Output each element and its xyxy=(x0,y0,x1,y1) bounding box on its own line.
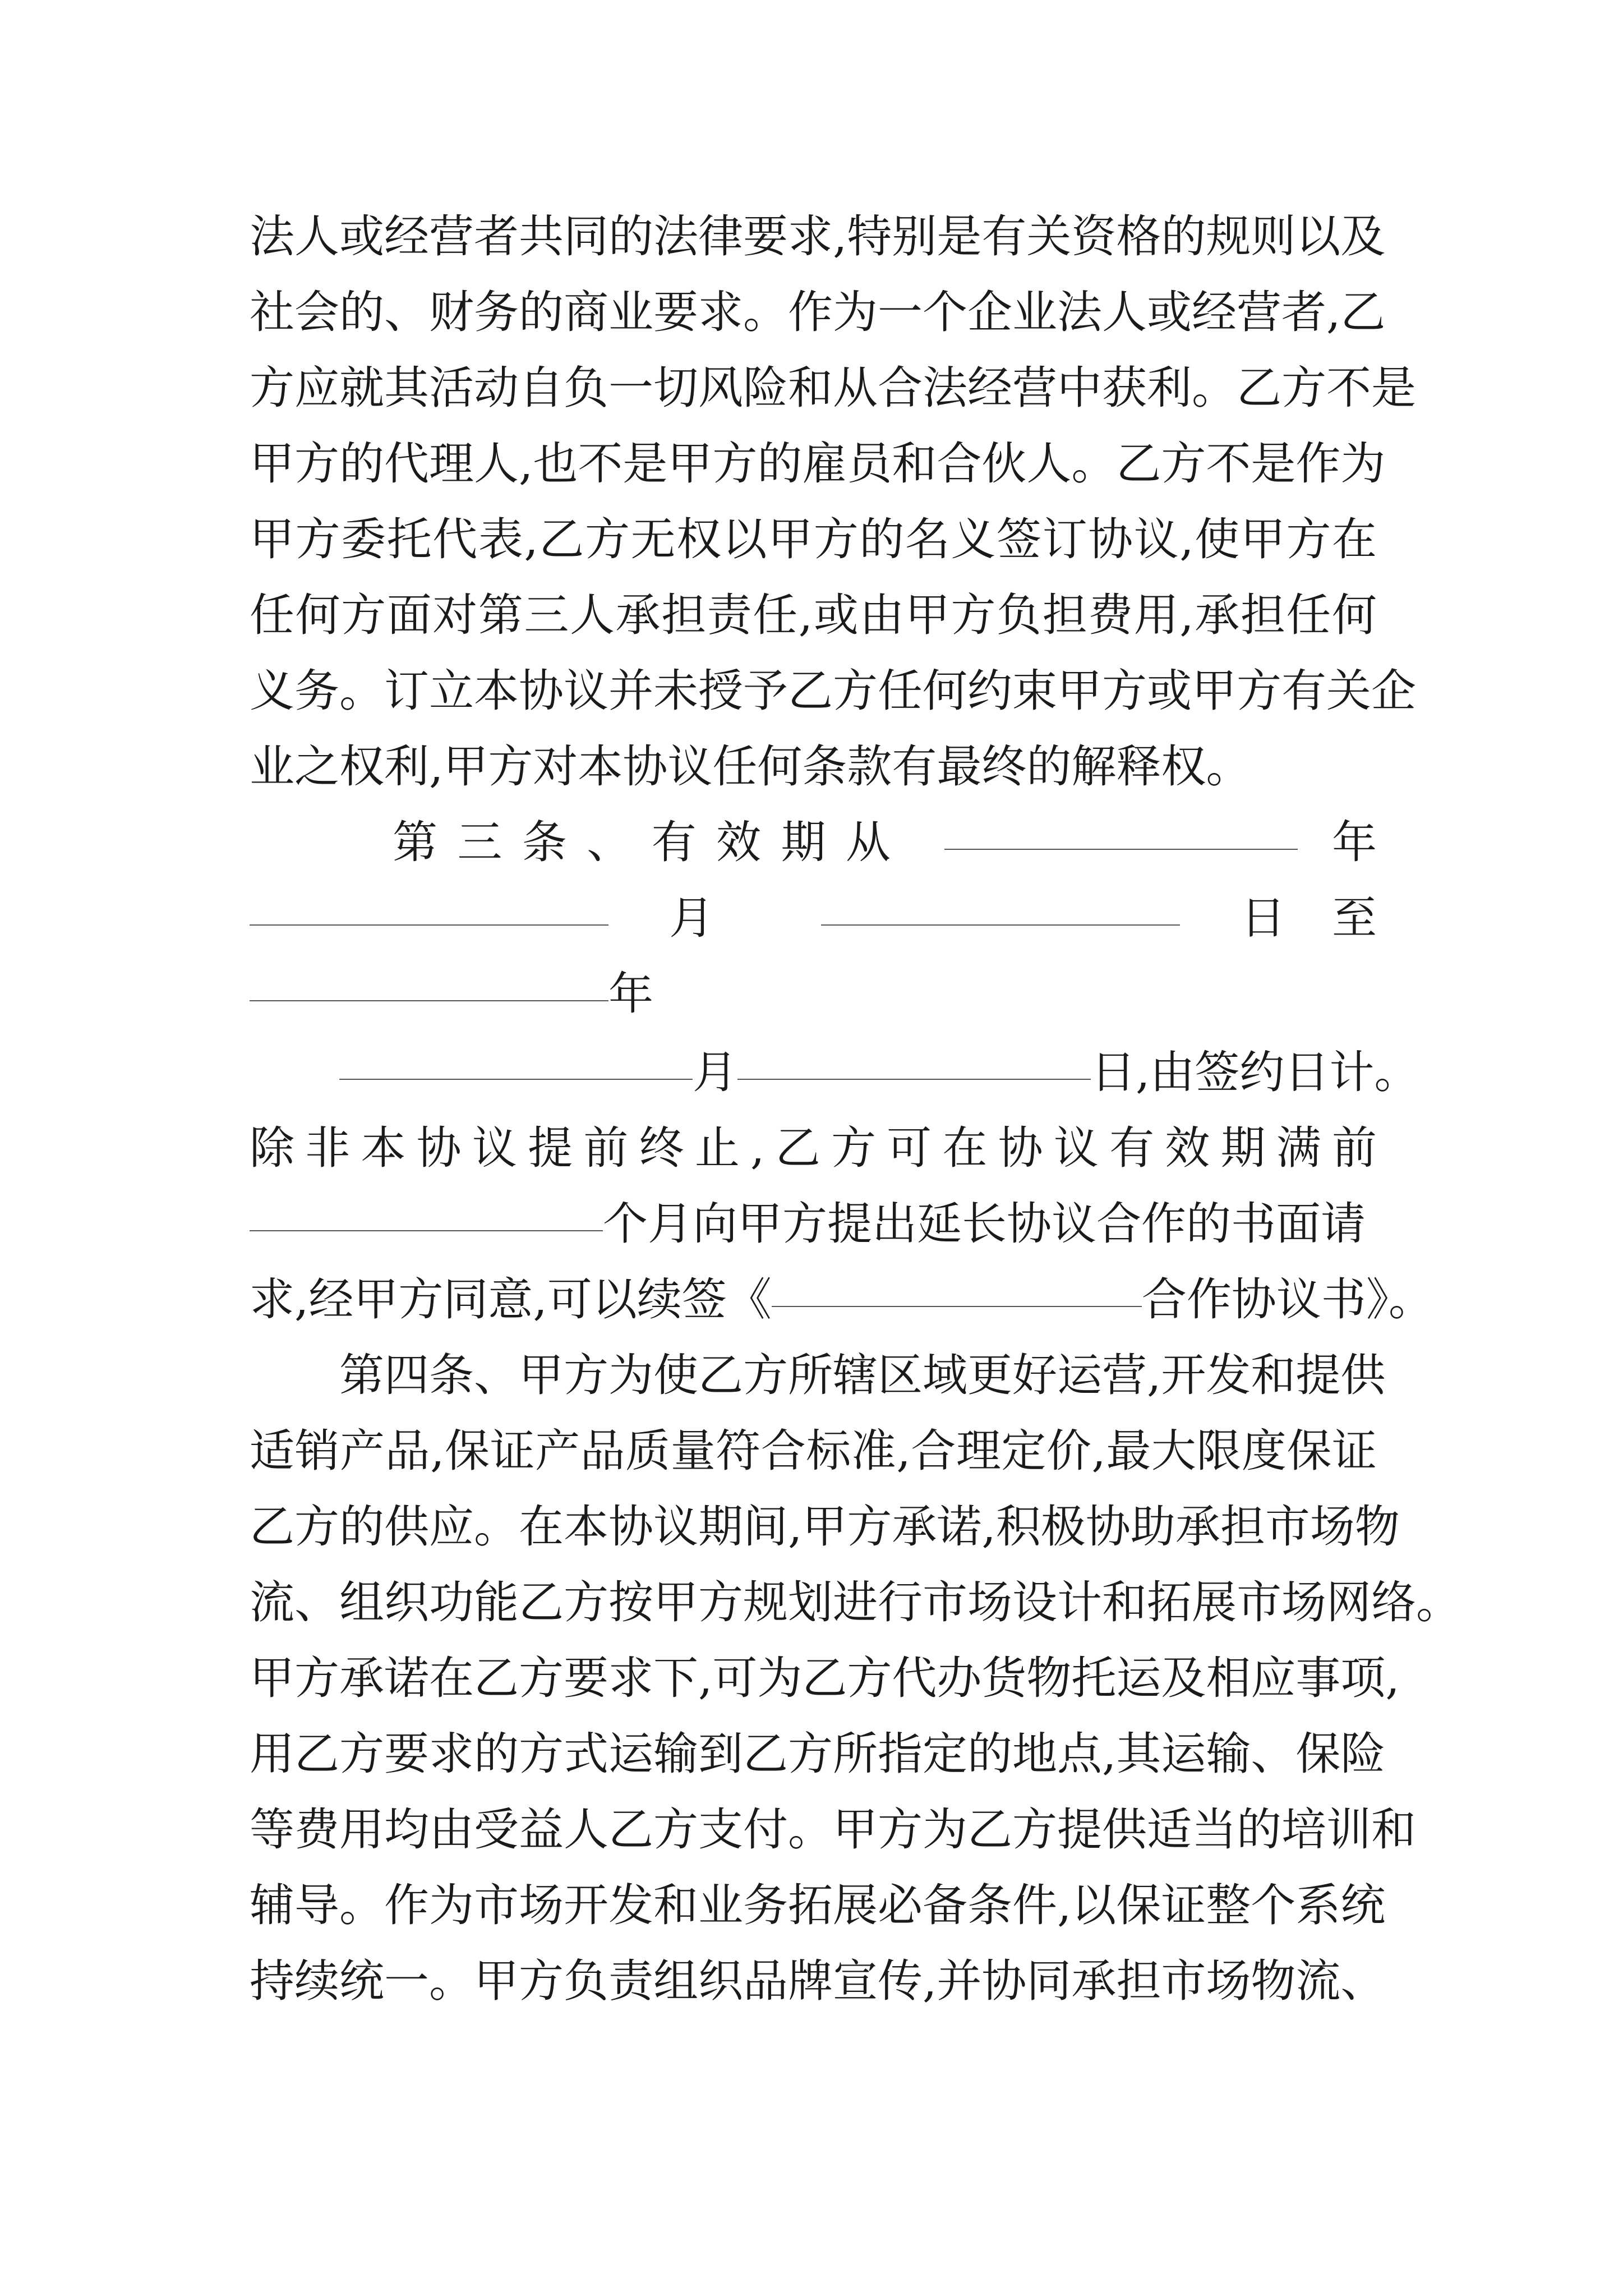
text-line: 甲方的代理人,也不是甲方的雇员和合伙人。乙方不是作为 xyxy=(250,438,1386,490)
text-line: 甲方承诺在乙方要求下,可为乙方代办货物托运及相应事项, xyxy=(250,1652,1400,1704)
text-line: 业之权利,甲方对本协议任何条款有最终的解释权。 xyxy=(250,740,1251,793)
blank-year-start[interactable] xyxy=(944,848,1298,850)
renewal-text: 求,经甲方同意,可以续签《 xyxy=(250,1273,772,1326)
text-line: 任何方面对第三人承担责任,或由甲方负担费用,承担任何 xyxy=(250,589,1377,641)
blank-day-start[interactable] xyxy=(250,1000,608,1001)
blank-months-before[interactable] xyxy=(250,1230,603,1231)
article-3-line-6 xyxy=(250,1196,1377,1252)
blank-year-end[interactable] xyxy=(339,1078,693,1080)
article-3-line-1 xyxy=(393,815,1377,871)
blank-agreement-name[interactable] xyxy=(772,1305,1142,1307)
day-from-sign-label: 日,由签约日计。 xyxy=(1091,1046,1419,1098)
article-3-heading: 第三条、有效期从 xyxy=(393,816,911,868)
text-line: 甲方委托代表,乙方无权以甲方的名义签订协议,使甲方在 xyxy=(250,513,1377,565)
text-line: 等费用均由受益人乙方支付。甲方为乙方提供适当的培训和 xyxy=(250,1803,1416,1856)
blank-month-start[interactable] xyxy=(821,924,1180,926)
blank-month-end[interactable] xyxy=(737,1078,1091,1080)
text-line: 义务。订立本协议并未授予乙方任何约束甲方或甲方有关企 xyxy=(250,665,1416,717)
day-to-label: 日至 xyxy=(1241,892,1377,944)
text-line: 持续统一。甲方负责组织品牌宣传,并协同承担市场物流、 xyxy=(250,1955,1386,2007)
text-line: 适销产品,保证产品质量符合标准,合理定价,最大限度保证 xyxy=(250,1425,1377,1477)
text-line: 除非本协议提前终止,乙方可在协议有效期满前 xyxy=(250,1122,1377,1174)
text-line: 用乙方要求的方式运输到乙方所指定的地点,其运输、保险 xyxy=(250,1728,1386,1780)
month-label: 月 xyxy=(693,1046,737,1098)
text-line: 第四条、甲方为使乙方所辖区域更好运营,开发和提供 xyxy=(339,1349,1386,1401)
extension-request-text: 个月向甲方提出延长协议合作的书面请 xyxy=(603,1198,1366,1250)
blank-year-value[interactable] xyxy=(250,924,608,926)
text-line: 社会的、财务的商业要求。作为一个企业法人或经营者,乙 xyxy=(250,286,1386,338)
month-label: 月 xyxy=(669,892,760,944)
article-3-line-3 xyxy=(250,966,1377,1022)
text-line: 乙方的供应。在本协议期间,甲方承诺,积极协助承担市场物 xyxy=(250,1501,1400,1553)
article-3-line-4 xyxy=(339,1045,1419,1101)
article-3-line-2 xyxy=(250,890,1377,946)
year-label: 年 xyxy=(608,968,653,1020)
agreement-title-text: 合作协议书》。 xyxy=(1141,1273,1433,1326)
text-line: 流、组织功能乙方按甲方规划进行市场设计和拓展市场网络。 xyxy=(250,1576,1461,1628)
text-line: 方应就其活动自负一切风险和从合法经营中获利。乙方不是 xyxy=(250,362,1416,414)
text-line: 辅导。作为市场开发和业务拓展必备条件,以保证整个系统 xyxy=(250,1879,1386,1931)
text-line: 法人或经营者共同的法律要求,特别是有关资格的规则以及 xyxy=(250,210,1386,263)
article-3-line-7 xyxy=(250,1272,1455,1328)
year-label: 年 xyxy=(1332,816,1377,868)
